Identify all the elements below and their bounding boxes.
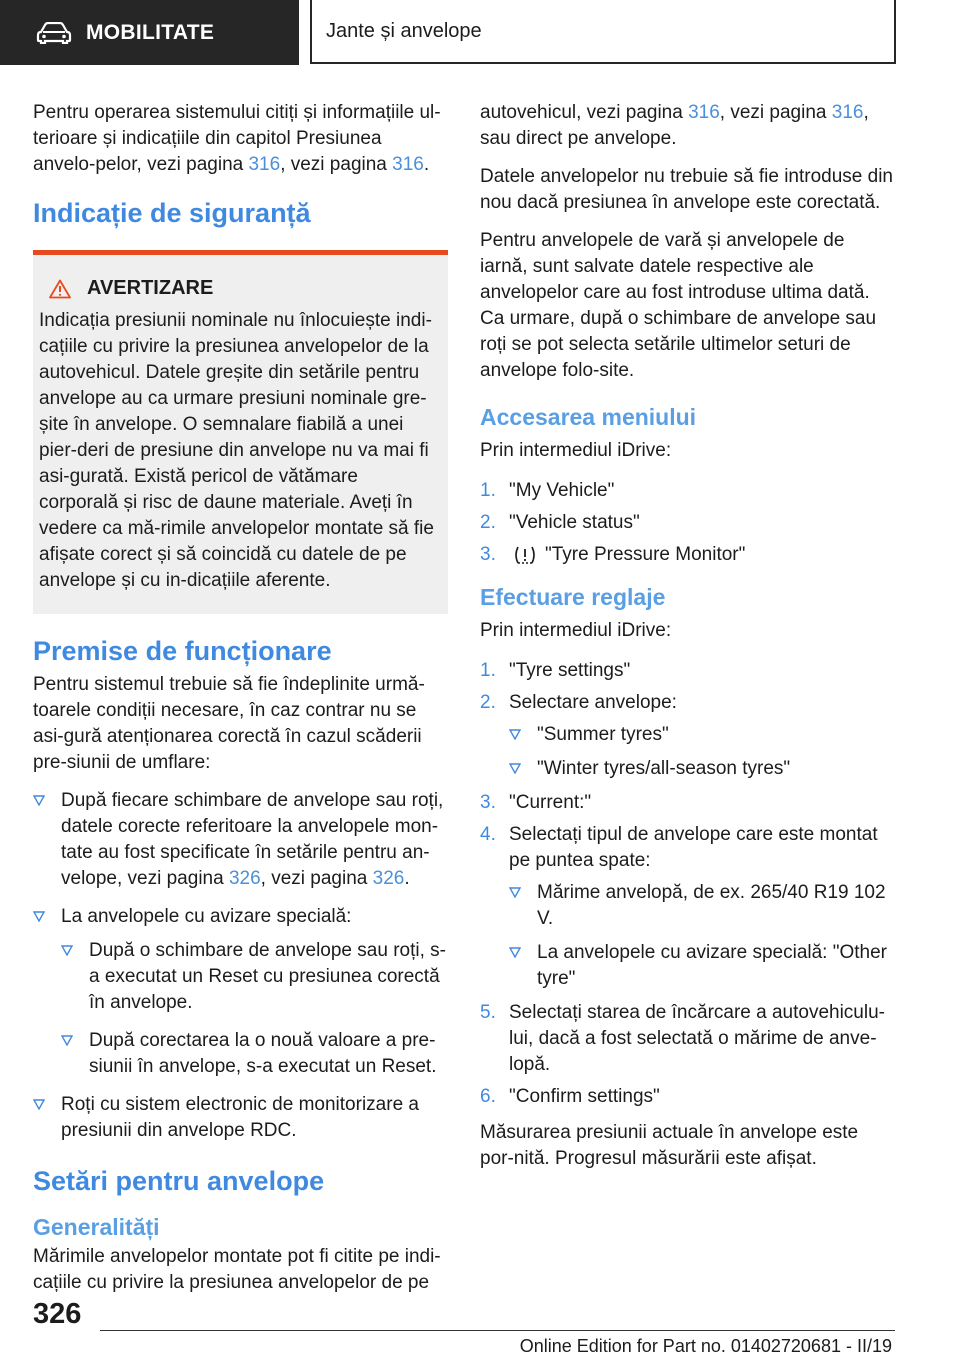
warning-triangle-icon [49,279,71,299]
heading-adjust: Efectuare reglaje [480,584,666,610]
left-column [33,100,448,1308]
page-link[interactable]: 326 [228,868,261,889]
tyre-pressure-icon [513,545,537,565]
section-tab [0,0,299,65]
warning-box [33,250,448,614]
car-front-icon [36,22,72,44]
paragraph: Datele anvelopelor nu trebuie să fie introduse din nou dacă presiunea în anvelope este corectată. [480,166,893,213]
page-link[interactable]: 316 [248,154,281,175]
menu-steps [480,478,895,568]
sub-list [509,722,895,782]
list-item: 3. "Current:" [480,792,592,813]
intro-paragraph: Pentru operarea sistemului citiți și informațiile ul-terioare și indicațiile din capitol Presiunea anvelo-pelor, vezi pagina 316, vezi pagina 316. [33,102,441,175]
list-item: "Winter tyres/all-season tyres" [509,756,895,782]
list-item: 4. Selectați tipul de anvelope care este montat pe puntea spate: Mărime anvelopă, de ex. 265/40 R19 102 V. La anvelopele cu avizare specială: "Other tyre" [480,822,895,992]
warning-text: Indicația presiunii nominale nu înlocuiește indi-cațiile cu privire la presiunea anvelopelor de la autovehicul. Datele greșite din setările pentru anvelope au ca urmare presiuni nominale gre-șite în anvelope. O semnalare fiabilă a unei pier-deri de presiune din anvelope nu va mai fi asi-gurată. Există pericol de vătămare corporală și risc de daune materiale. Aveți în vedere ca mă-rimile anvelopelor montate să fie afișate corect și să coincidă cu datele de pe anvelope și cu in-dicațiile aferente. [39,310,434,591]
heading-tyre-settings: Setări pentru anvelope [33,1166,325,1196]
adjust-steps [480,658,895,1110]
prereq-paragraph: Pentru sistemul trebuie să fie îndeplinite urmă-toarele condiții necesare, în caz contrar nu se asi-gură atenționarea corectă în cazul scăderii pre-siunii de umflare: [33,674,425,773]
triangle-bullet-icon [33,910,45,922]
list-item: "Summer tyres" [509,722,895,748]
general-paragraph: Mărimile anvelopelor montate pot fi citite pe indi-cațiile cu privire la presiunea anvelopelor de pe [33,1246,441,1293]
list-item: După fiecare schimbare de anvelope sau roți, datele corecte referitoare la anvelopele mon-tate au fost specificate în setările pentru an-velope, vezi pagina 326, vezi pagina 326. [33,788,448,892]
list-item: 6. "Confirm settings" [480,1086,660,1107]
heading-menu-access: Accesarea meniului [480,404,697,430]
prereq-list [33,788,448,1144]
sub-list [509,880,895,992]
adjust-intro: Prin intermediul iDrive: [480,620,672,641]
list-item: 5. Selectați starea de încărcare a autovehiculu-lui, dacă a fost selectată o mărime de anve-lopă. [480,1002,885,1075]
triangle-bullet-icon [509,886,521,898]
triangle-bullet-icon [61,944,73,956]
chapter-title: Jante și anvelope [326,19,482,42]
warning-title: AVERTIZARE [87,277,214,299]
list-item: După corectarea la o nouă valoare a pre-siunii în anvelope, s-a executat un Reset. [61,1028,448,1080]
page-link[interactable]: 316 [688,102,720,123]
page-number: 326 [33,1298,82,1330]
triangle-bullet-icon [61,1034,73,1046]
page-link[interactable]: 316 [392,154,424,175]
heading-prerequisites: Premise de funcționare [33,636,332,666]
page-link[interactable]: 316 [831,102,864,123]
list-item: După o schimbare de anvelope sau roți, s-a executat un Reset cu presiunea corectă în anvelope. [61,938,448,1016]
list-item: 2. Selectare anvelope: "Summer tyres" "Winter tyres/all-season tyres" [480,690,895,782]
section-title: MOBILITATE [86,20,215,44]
list-item: La anvelopele cu avizare specială: După o schimbare de anvelope sau roți, s-a executat un Reset cu presiunea corectă în anvelope. După corectarea la o nouă valoare a pre-siunii în anvelope, s-a executat un Reset. [33,904,448,1080]
list-item: La anvelopele cu avizare specială: "Other tyre" [509,940,895,992]
list-item: 2. "Vehicle status" [480,512,640,533]
list-item: 1. "Tyre settings" [480,660,631,681]
triangle-bullet-icon [509,728,521,740]
triangle-bullet-icon [509,946,521,958]
final-paragraph: Măsurarea presiunii actuale în anvelope este por-nită. Progresul măsurării este afișat. [480,1122,859,1169]
list-item: 3. "Tyre Pressure Monitor" [480,544,746,565]
triangle-bullet-icon [33,794,45,806]
footer-divider [100,1330,895,1331]
warning-title-row [39,277,438,300]
list-item: 1. "My Vehicle" [480,480,615,501]
menu-intro: Prin intermediul iDrive: [480,440,672,461]
triangle-bullet-icon [33,1098,45,1110]
right-column [480,100,895,1184]
heading-general: Generalități [33,1214,160,1240]
triangle-bullet-icon [509,762,521,774]
list-item: Roți cu sistem electronic de monitorizare a presiunii din anvelope RDC. [33,1092,448,1144]
list-item: Mărime anvelopă, de ex. 265/40 R19 102 V. [509,880,895,932]
continued-paragraph: autovehicul, vezi pagina 316, vezi pagina 316, sau direct pe anvelope. [480,102,869,149]
footer-edition: Online Edition for Part no. 01402720681 - II/19 [519,1336,892,1356]
sub-list [61,938,448,1080]
chapter-title-box [310,0,896,64]
page-link[interactable]: 326 [372,868,405,889]
paragraph: Pentru anvelopele de vară și anvelopele de iarnă, sunt salvate datele respective ale anvelopelor care au fost introduse ultima dată. Ca urmare, după o schimbare de anvelope sau roți se pot selecta setările ultimelor seturi de anvelope folo-site. [480,230,877,381]
heading-safety: Indicație de siguranță [33,198,311,228]
